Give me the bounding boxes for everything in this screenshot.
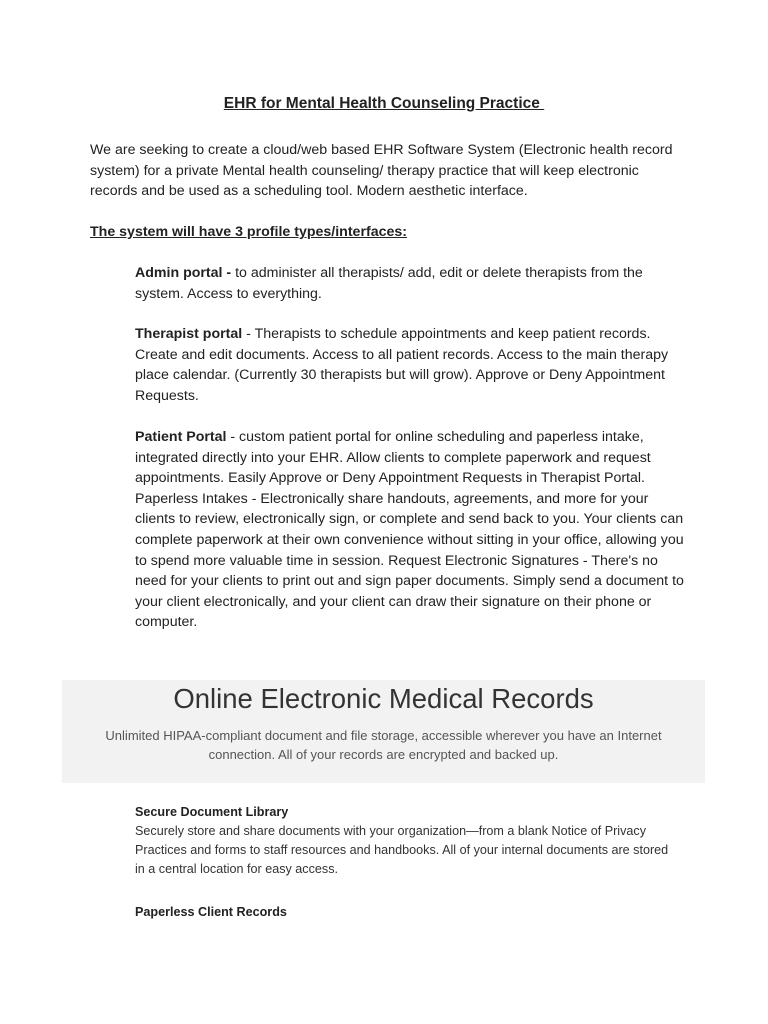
emr-heading: Online Electronic Medical Records — [173, 683, 594, 714]
secure-document-library-title: Secure Document Library — [135, 805, 289, 819]
admin-portal-paragraph — [135, 263, 685, 304]
patient-portal-text: - custom patient portal for online scheduling and paperless intake, integrated directly into your EHR. Allow clients to complete paperwork and request appointments. Easily Approve or Deny Appointment Requests in Therapist Portal. Paperless Intakes - Electronically share handouts, agreements, and more for your clients to review, electronically sign, or complete and send back to you. Your clients can complete paperwork at their own convenience without sitting in your office, allowing you to spend more valuable time in session. Request Electronic Signatures - There's no need for your clients to print out and sign paper documents. Simply send a document to your client electronically, and your client can draw their signature on their phone or computer. — [135, 429, 684, 631]
profiles-heading: The system will have 3 profile types/interfaces: — [90, 224, 407, 240]
patient-portal-paragraph — [135, 427, 685, 633]
therapist-portal-text: - Therapists to schedule appointments and keep patient records. Create and edit documents. Access to all patient records. Access to the main therapy place calendar. (Currently 30 therapists but will grow). Approve or Deny Appointment Requests. — [135, 326, 669, 404]
admin-portal-label: Admin portal - — [135, 265, 232, 281]
intro-paragraph: We are seeking to create a cloud/web based EHR Software System (Electronic health record system) for a private Mental health counseling/ therapy practice that will keep electronic records and be used as a scheduling tool. Modern aesthetic interface. — [90, 142, 673, 200]
therapist-portal-label: Therapist portal — [135, 326, 243, 342]
paperless-client-records-title: Paperless Client Records — [135, 905, 287, 919]
emr-description: Unlimited HIPAA-compliant document and file storage, accessible wherever you have an Internet connection. All of your records are encrypted and backed up. — [105, 728, 662, 762]
emr-banner — [62, 680, 705, 783]
document-title: EHR for Mental Health Counseling Practice — [223, 95, 545, 112]
patient-portal-label: Patient Portal — [135, 429, 227, 445]
admin-portal-text: to administer all therapists/ add, edit or delete therapists from the system. Access to everything. — [135, 265, 643, 302]
secure-document-library-description: Securely store and share documents with your organization—from a blank Notice of Privacy Practices and forms to staff resources and handbooks. All of your internal documents are stored in a central location for easy access. — [135, 824, 669, 876]
therapist-portal-paragraph — [135, 324, 685, 406]
